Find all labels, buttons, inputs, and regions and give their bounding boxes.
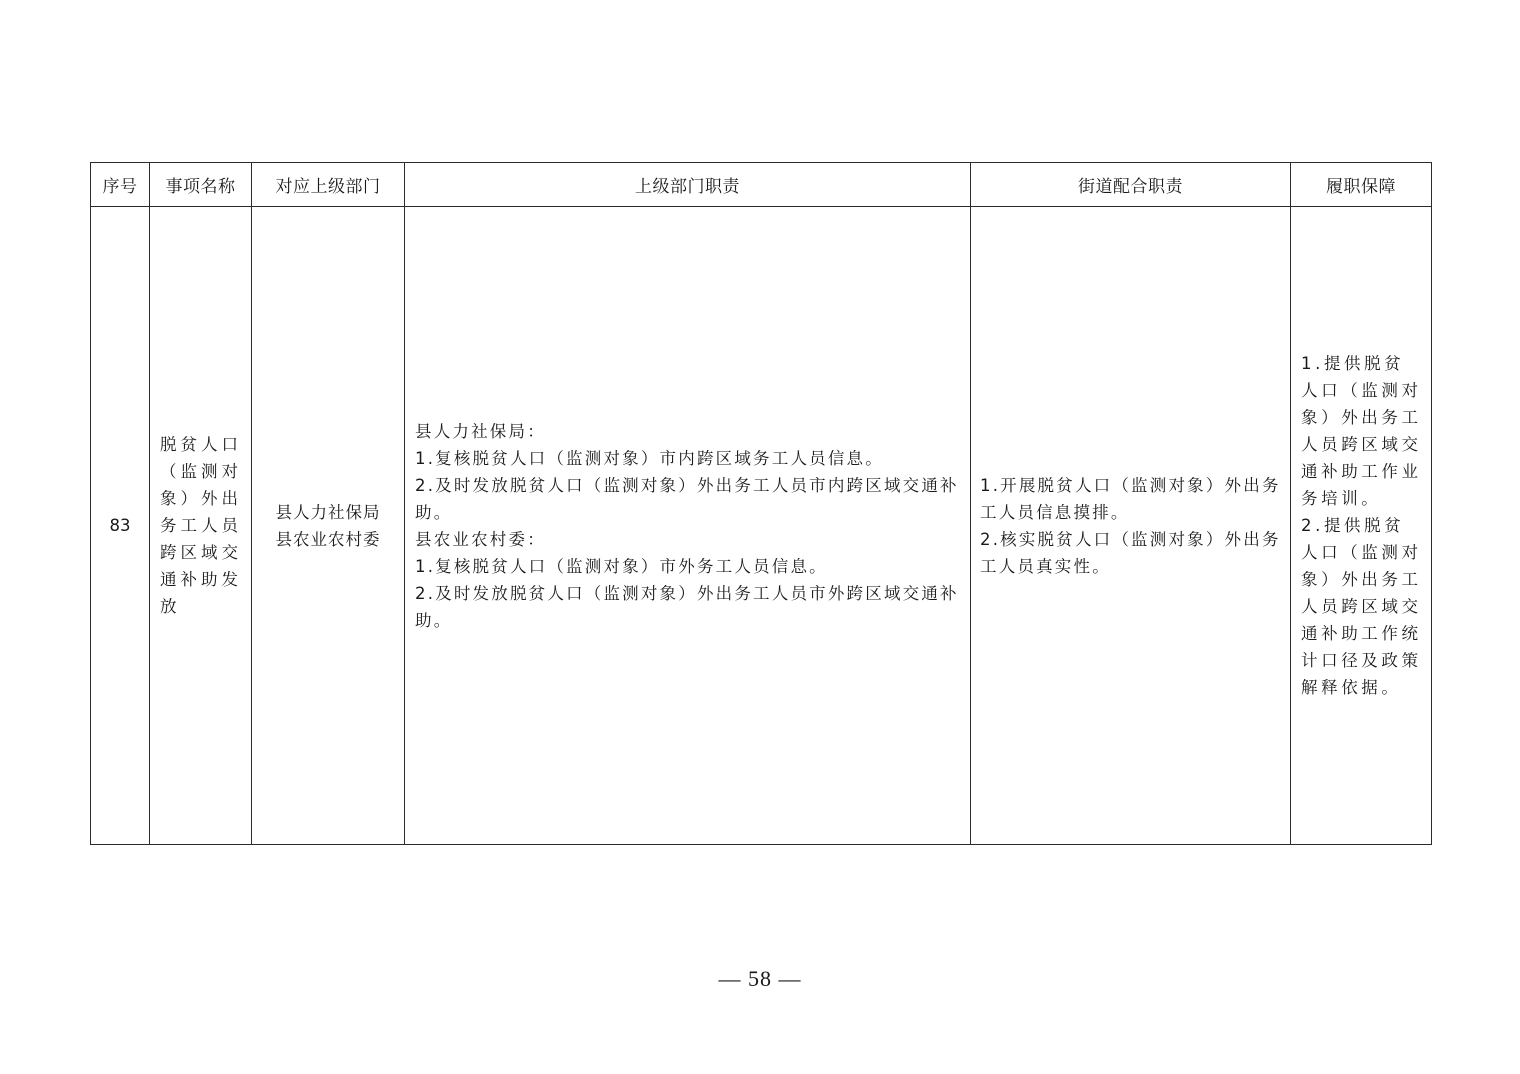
duty-line: 2.及时发放脱贫人口（监测对象）外出务工人员市外跨区域交通补助。 (415, 583, 959, 630)
guarantee-line: 1.提供脱贫人口（监测对象）外出务工人员跨区域交通补助工作业务培训。 (1301, 354, 1422, 508)
header-upper-duty: 上级部门职责 (405, 163, 971, 207)
page-number: — 58 — (718, 966, 802, 991)
duty-line: 1.复核脱贫人口（监测对象）市内跨区域务工人员信息。 (415, 448, 884, 468)
guarantee-line: 2.提供脱贫人口（监测对象）外出务工人员跨区域交通补助工作统计口径及政策解释依据。 (1301, 516, 1422, 697)
cell-index: 83 (91, 207, 150, 845)
dept-line: 县人力社保局 (275, 502, 381, 522)
duty-table (90, 162, 1432, 845)
table-row (91, 207, 1432, 845)
header-street-duty: 街道配合职责 (971, 163, 1291, 207)
duty-line: 2.及时发放脱贫人口（监测对象）外出务工人员市内跨区域交通补助。 (415, 475, 959, 522)
cell-guarantee (1291, 207, 1432, 845)
street-duty-line: 2.核实脱贫人口（监测对象）外出务工人员真实性。 (980, 529, 1281, 576)
dept-line: 县农业农村委 (275, 529, 381, 549)
table-header-row (91, 163, 1432, 207)
header-item-name: 事项名称 (150, 163, 252, 207)
street-duty-line: 1.开展脱贫人口（监测对象）外出务工人员信息摸排。 (980, 475, 1281, 522)
duty-line: 1.复核脱贫人口（监测对象）市外务工人员信息。 (415, 556, 828, 576)
cell-upper-duty (405, 207, 971, 845)
cell-item-name: 脱贫人口（监测对象）外出务工人员跨区域交通补助发放 (150, 207, 252, 845)
cell-upper-dept (252, 207, 405, 845)
header-index: 序号 (91, 163, 150, 207)
duty-line: 县农业农村委： (415, 529, 546, 549)
header-guarantee: 履职保障 (1291, 163, 1432, 207)
cell-street-duty (971, 207, 1291, 845)
header-upper-dept: 对应上级部门 (252, 163, 405, 207)
duty-line: 县人力社保局： (415, 421, 546, 441)
